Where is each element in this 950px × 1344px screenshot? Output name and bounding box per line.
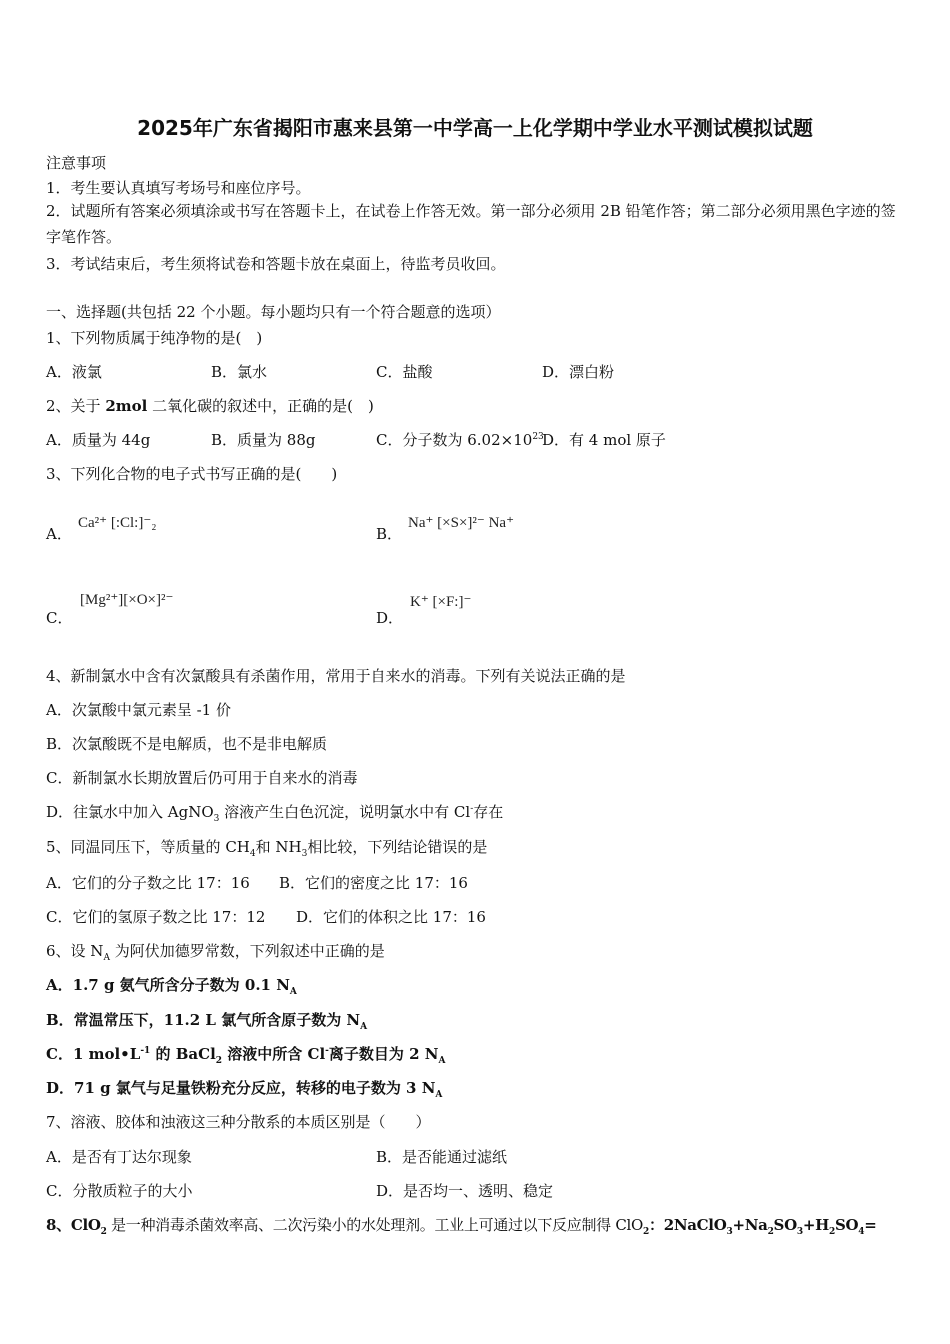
q2-option-d: D．有 4 mol 原子 xyxy=(542,431,666,449)
q1-option-a: A．液氯 xyxy=(46,363,102,381)
q4-option-b: B．次氯酸既不是电解质，也不是非电解质 xyxy=(46,735,328,753)
notice-item-2: 2．试题所有答案必须填涂或书写在答题卡上，在试卷上作答无效。第一部分必须用 2B 铅笔作答；第二部分必须用黑色字迹的签字笔作答。 xyxy=(46,202,896,246)
notice-item-3: 3．考试结束后，考生须将试卷和答题卡放在桌面上，待监考员收回。 xyxy=(46,255,506,273)
q2-option-c: C．分子数为 $6.02\times 10^{23}$ xyxy=(376,431,544,449)
question-6-stem: 6、设 $N_A$ 为阿伏加德罗常数，下列叙述中正确的是 xyxy=(46,942,385,963)
q5-option-b: B．它们的密度之比 17：16 xyxy=(279,874,468,892)
q3-option-c-formula: [Mg²⁺][×O×]²⁻ xyxy=(80,592,174,608)
q7-option-a: A．是否有丁达尔现象 xyxy=(46,1148,192,1166)
notice-item-1: 1．考生要认真填写考场号和座位序号。 xyxy=(46,179,311,197)
q7-option-d: D．是否均一、透明、稳定 xyxy=(376,1182,554,1200)
question-5-stem: 5、同温同压下，等质量的 $CH_4$和 $NH_3$相比较，下列结论错误的是 xyxy=(46,838,488,859)
q3-option-d-label: D． xyxy=(376,609,404,627)
question-3-stem: 3、下列化合物的电子式书写正确的是( ) xyxy=(46,465,338,483)
q6-option-a: A．1.7 g 氨气所含分子数为 0.1 $N_A$ xyxy=(46,976,297,997)
q4-option-c: C．新制氯水长期放置后仍可用于自来水的消毒 xyxy=(46,769,358,787)
q6-option-c: C．1 $mol•L^{-1}$ 的 BaCl$_2$ 溶液中所含 Cl-离子数目为 2 $N_A$ xyxy=(46,1045,446,1066)
question-7-stem: 7、溶液、胶体和浊液这三种分散系的本质区别是（ ） xyxy=(46,1113,431,1131)
q6-option-b: B．常温常压下，11.2 L 氯气所含原子数为 $N_A$ xyxy=(46,1011,368,1032)
q7-option-b: B．是否能通过滤纸 xyxy=(376,1148,508,1166)
q2-option-a: A．质量为 44g xyxy=(46,431,151,449)
q7-option-c: C．分散质粒子的大小 xyxy=(46,1182,193,1200)
q5-option-a: A．它们的分子数之比 17：16 xyxy=(46,874,250,892)
q3-option-b-formula: Na⁺ [×S×]²⁻ Na⁺ xyxy=(408,515,514,531)
q4-option-a: A．次氯酸中氯元素呈 -1 价 xyxy=(46,701,231,719)
q1-option-c: C．盐酸 xyxy=(376,363,433,381)
q3-option-a-formula: Ca²⁺ [:Cl:]⁻₂ xyxy=(78,515,157,531)
question-8-stem: 8、ClO$_2$ 是一种消毒杀菌效率高、二次污染小的水处理剂。工业上可通过以下反应制得 ClO$_2$：$2NaClO_3+Na_2SO_3+H_2SO_4=$ xyxy=(46,1216,877,1237)
question-2-stem: 2、关于 2mol 二氧化碳的叙述中，正确的是( ) xyxy=(46,397,374,415)
q5-option-d: D．它们的体积之比 17：16 xyxy=(296,908,486,926)
q6-option-d: D．71 g 氯气与足量铁粉充分反应，转移的电子数为 3 $N_A$ xyxy=(46,1079,443,1100)
q3-option-c-label: C． xyxy=(46,609,73,627)
question-1-stem: 1、下列物质属于纯净物的是( ) xyxy=(46,329,263,347)
q1-option-b: B．氯水 xyxy=(211,363,268,381)
notice-heading: 注意事项 xyxy=(46,154,107,172)
question-4-stem: 4、新制氯水中含有次氯酸具有杀菌作用，常用于自来水的消毒。下列有关说法正确的是 xyxy=(46,667,626,685)
q5-option-c: C．它们的氢原子数之比 17：12 xyxy=(46,908,266,926)
q3-option-a-label: A． xyxy=(46,525,72,543)
q1-option-d: D．漂白粉 xyxy=(542,363,615,381)
q3-option-b-label: B． xyxy=(376,525,403,543)
q2-option-b: B．质量为 88g xyxy=(211,431,316,449)
section-heading: 一、选择题(共包括 22 个小题。每小题均只有一个符合题意的选项） xyxy=(46,303,501,321)
q4-option-d: D．往氯水中加入 AgNO$_3$ 溶液产生白色沉淀，说明氯水中有 Cl-存在 xyxy=(46,803,504,824)
q3-option-d-formula: K⁺ [×F:]⁻ xyxy=(410,594,472,610)
page-title: 2025年广东省揭阳市惠来县第一中学高一上化学期中学业水平测试模拟试题 xyxy=(137,116,813,140)
